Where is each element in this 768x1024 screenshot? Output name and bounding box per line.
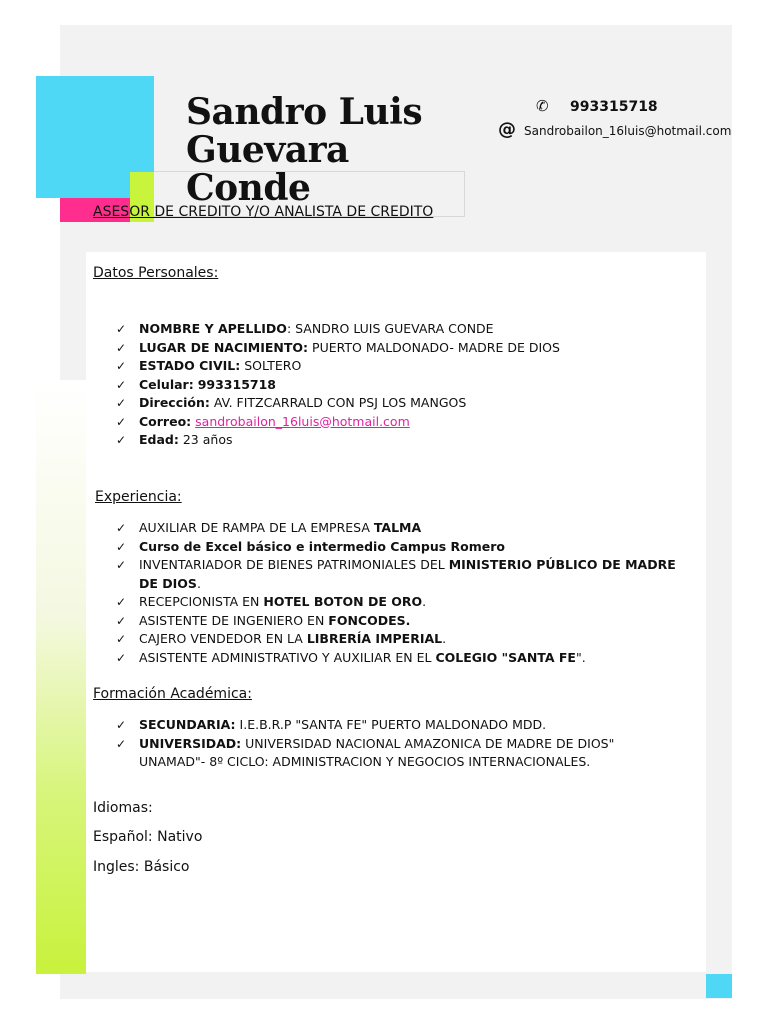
list-item: ✓ ESTADO CIVIL: SOLTERO xyxy=(116,357,676,376)
at-icon: @ xyxy=(498,119,516,140)
list-item: ✓ UNIVERSIDAD: UNIVERSIDAD NACIONAL AMAZONICA DE MADRE DE DIOS" UNAMAD"- 8º CICLO: ADMINISTRACION Y NEGOCIOS INTERNACIONALES. xyxy=(116,735,636,772)
section-title-experience: Experiencia: xyxy=(95,489,182,505)
candidate-name xyxy=(186,93,476,207)
email-address[interactable]: Sandrobailon_16luis@hotmail.com xyxy=(524,124,732,138)
language-english: Ingles: Básico xyxy=(93,859,190,875)
list-item: ✓ SECUNDARIA: I.E.B.R.P "SANTA FE" PUERTO MALDONADO MDD. xyxy=(116,716,636,735)
list-item: ✓ NOMBRE Y APELLIDO: SANDRO LUIS GUEVARA CONDE xyxy=(116,320,676,339)
contact-phone xyxy=(536,97,658,115)
phone-icon: ✆ xyxy=(536,97,549,115)
list-item: ✓ AUXILIAR DE RAMPA DE LA EMPRESA TALMA xyxy=(116,519,676,538)
list-item: ✓ LUGAR DE NACIMIENTO: PUERTO MALDONADO- MADRE DE DIOS xyxy=(116,339,676,358)
job-title: ASESOR DE CREDITO Y/O ANALISTA DE CREDITO xyxy=(93,204,434,220)
section-title-education: Formación Académica: xyxy=(93,686,252,702)
name-line-2: Guevara xyxy=(186,129,349,171)
personal-data-list xyxy=(116,320,676,450)
experience-list xyxy=(116,519,676,667)
list-item: ✓ Dirección: AV. FITZCARRALD CON PSJ LOS MANGOS xyxy=(116,394,676,413)
list-item: ✓ RECEPCIONISTA EN HOTEL BOTON DE ORO. xyxy=(116,593,676,612)
cyan-corner-block xyxy=(706,974,732,998)
lime-gradient-strip xyxy=(36,380,86,974)
list-item: ✓ CAJERO VENDEDOR EN LA LIBRERÍA IMPERIAL. xyxy=(116,630,676,649)
email-link[interactable]: sandrobailon_16luis@hotmail.com xyxy=(195,413,410,429)
list-item: ✓ Correo: sandrobailon_16luis@hotmail.com xyxy=(116,413,676,432)
phone-number: 993315718 xyxy=(570,99,658,115)
name-line-1: Sandro Luis xyxy=(186,91,423,133)
contact-email xyxy=(498,119,731,140)
education-list xyxy=(116,716,636,772)
name-line-3: Conde xyxy=(186,167,311,209)
list-item: ✓ Celular: 993315718 xyxy=(116,376,676,395)
list-item: ✓ Edad: 23 años xyxy=(116,431,676,450)
list-item: ✓ INVENTARIADOR DE BIENES PATRIMONIALES DEL MINISTERIO PÚBLICO DE MADRE DE DIOS. xyxy=(116,556,676,593)
list-item: ✓ ASISTENTE ADMINISTRATIVO Y AUXILIAR EN EL COLEGIO "SANTA FE". xyxy=(116,649,676,668)
section-title-personal: Datos Personales: xyxy=(93,265,219,281)
list-item: ✓ ASISTENTE DE INGENIERO EN FONCODES. xyxy=(116,612,676,631)
list-item: ✓ Curso de Excel básico e intermedio Campus Romero xyxy=(116,538,676,557)
languages-title: Idiomas: xyxy=(93,800,153,816)
language-spanish: Español: Nativo xyxy=(93,829,203,845)
